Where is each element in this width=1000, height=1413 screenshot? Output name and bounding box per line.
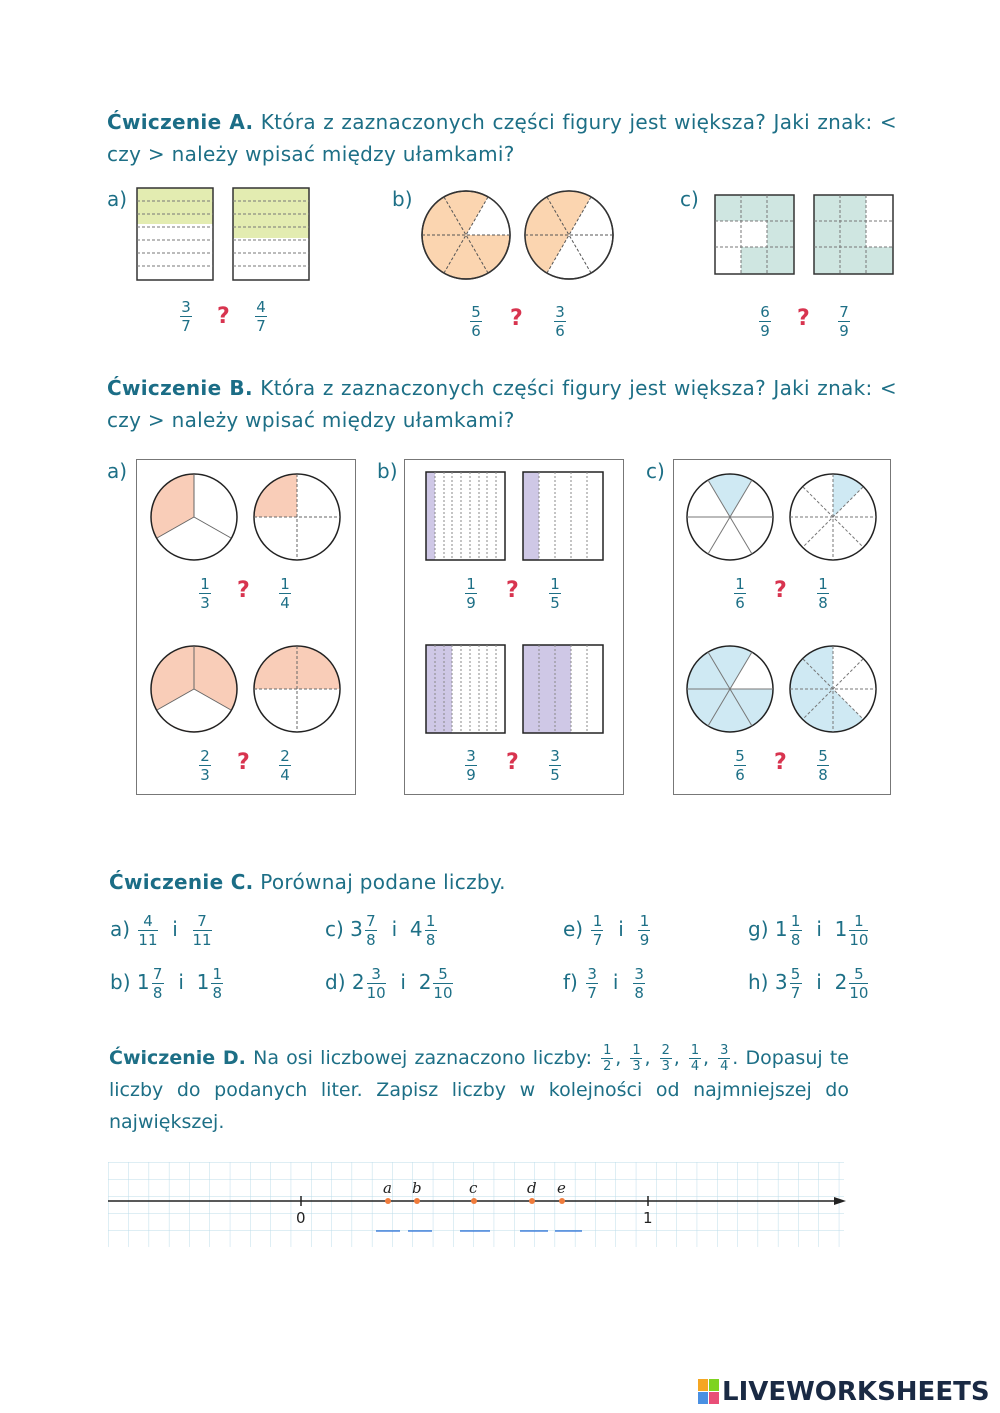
- exercise-a-label-a: a): [107, 187, 128, 211]
- grid-background: [108, 1162, 844, 1247]
- question-mark[interactable]: ?: [237, 578, 250, 603]
- question-mark[interactable]: ?: [774, 750, 787, 775]
- exercise-b-text: Która z zaznaczonych części figury jest większa? Jaki znak: < czy > należy wpisać między ułamkami?: [107, 376, 897, 432]
- exercise-a-text: Która z zaznaczonych części figury jest większa? Jaki znak: < czy > należy wpisać między ułamkami?: [107, 110, 897, 166]
- fraction: 7 9: [839, 303, 849, 340]
- exercise-c-instruction: [109, 866, 899, 898]
- circle-5-of-6: [687, 646, 773, 732]
- exercise-b-label-c: c): [646, 459, 665, 483]
- exercise-c-item-e: e) $\frac{1}{7}$ i $\frac{1}{9}$: [563, 912, 650, 949]
- question-mark[interactable]: ?: [774, 578, 787, 603]
- circle-1-of-8: [790, 474, 876, 560]
- fraction: 3 9: [466, 747, 476, 784]
- fraction: 1 8: [818, 575, 828, 612]
- number-line: [0, 1155, 1000, 1255]
- exercise-c-item-a: a) $\frac{4}{11}$ i $\frac{7}{11}$: [110, 912, 212, 949]
- fraction: 3 7: [181, 298, 191, 335]
- exercise-a-label-b: b): [392, 187, 413, 211]
- rect-1-of-5: [523, 472, 603, 560]
- logo-text: LIVEWORKSHEETS: [722, 1377, 990, 1407]
- svg-text:c: c: [469, 1179, 478, 1197]
- fraction: 2 3: [200, 747, 210, 784]
- question-mark[interactable]: ?: [797, 306, 810, 331]
- rect-3-of-5: [523, 645, 603, 733]
- exercise-b-heading: Ćwiczenie B.: [107, 376, 253, 400]
- circle-1-of-4: [254, 474, 340, 560]
- fraction: 5 6: [471, 303, 481, 340]
- fraction: 1 3: [200, 575, 210, 612]
- fraction: 5 6: [735, 747, 745, 784]
- exercise-c-heading: Ćwiczenie C.: [109, 870, 254, 894]
- exercise-a-label-c: c): [680, 187, 699, 211]
- exercise-c-item-h: h) 3 $\frac{5}{7}$ i 2 $\frac{5}{10}$: [748, 965, 869, 1002]
- circle-2-of-3: [151, 646, 237, 732]
- exercise-c-text: Porównaj podane liczby.: [260, 870, 506, 894]
- fraction: 1 9: [466, 575, 476, 612]
- question-mark[interactable]: ?: [506, 750, 519, 775]
- exercise-d-heading: Ćwiczenie D.: [109, 1047, 246, 1069]
- svg-text:e: e: [557, 1179, 566, 1197]
- exercise-d-instruction: Ćwiczenie D. Na osi liczbowej zaznaczono liczby: $\frac{1}{2}$ , $\frac{1}{3}$ , $\frac{2}{3}$ , $\frac{1}{4}$ , $\frac{3}{4}$ . Dopasuj te liczby do podanych liter. Zapisz liczby w kolejności od najmniejszej do największej.: [109, 1043, 849, 1133]
- fraction: 1 4: [280, 575, 290, 612]
- tick-zero: 0: [296, 1209, 306, 1227]
- question-mark[interactable]: ?: [510, 306, 523, 331]
- svg-text:d: d: [527, 1179, 537, 1197]
- rect-1-of-9: [426, 472, 505, 560]
- tick-one: 1: [643, 1209, 653, 1227]
- fraction: 4 7: [256, 298, 266, 335]
- liveworksheets-logo: [698, 1377, 990, 1407]
- exercise-c-item-d: d) 2 $\frac{3}{10}$ i 2 $\frac{5}{10}$: [325, 965, 453, 1002]
- fraction: 3 5: [550, 747, 560, 784]
- rect-3-of-9: [426, 645, 505, 733]
- circle-1-of-3: [151, 474, 237, 560]
- exercise-b-label-a: a): [107, 459, 128, 483]
- fraction: 5 8: [818, 747, 828, 784]
- fraction: 1 5: [550, 575, 560, 612]
- fraction: 6 9: [760, 303, 770, 340]
- circle-5-of-8: [790, 646, 876, 732]
- fraction: 3 6: [555, 303, 565, 340]
- question-mark[interactable]: ?: [237, 750, 250, 775]
- svg-text:b: b: [412, 1179, 422, 1197]
- circle-1-of-6: [687, 474, 773, 560]
- exercise-c-item-g: g) 1 $\frac{1}{8}$ i 1 $\frac{1}{10}$: [748, 912, 869, 949]
- exercise-c-item-c: c) 3 $\frac{7}{8}$ i 4 $\frac{1}{8}$: [325, 912, 436, 949]
- exercise-a-heading: Ćwiczenie A.: [107, 110, 254, 134]
- question-mark[interactable]: ?: [506, 578, 519, 603]
- fraction: 1 6: [735, 575, 745, 612]
- exercise-c-item-f: f) $\frac{3}{7}$ i $\frac{3}{8}$: [563, 965, 644, 1002]
- logo-blocks-icon: [698, 1379, 720, 1405]
- exercise-d-text1: Na osi liczbowej zaznaczono liczby:: [253, 1047, 593, 1069]
- exercise-b-label-b: b): [377, 459, 398, 483]
- fraction: 2 4: [280, 747, 290, 784]
- exercise-c-item-b: b) 1 $\frac{7}{8}$ i 1 $\frac{1}{8}$: [110, 965, 223, 1002]
- question-mark[interactable]: ?: [217, 304, 230, 329]
- exercise-d-text2: Dopasuj te liczby do podanych liter. Zapisz liczby w kolejności od najmniejszej do największej.: [109, 1047, 849, 1133]
- svg-text:a: a: [383, 1179, 392, 1197]
- circle-2-of-4: [254, 646, 340, 732]
